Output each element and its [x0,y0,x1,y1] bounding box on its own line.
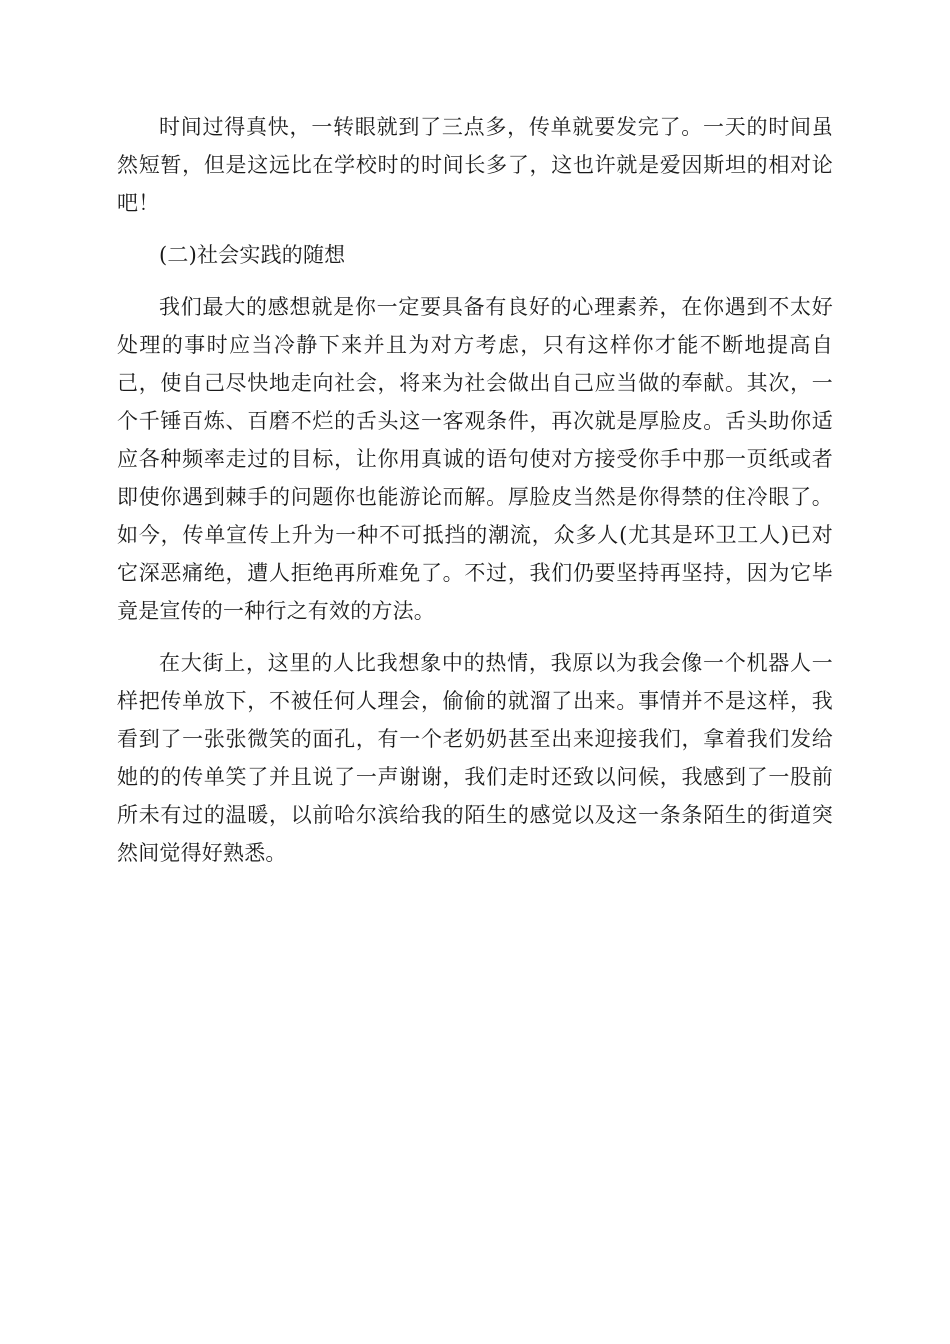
document-body [117,108,833,886]
paragraph-time-flies: 时间过得真快，一转眼就到了三点多，传单就要发完了。一天的时间虽然短暂，但是这远比在学校时的时间长多了，这也许就是爱因斯坦的相对论吧！ [117,115,833,215]
paragraph-main-thoughts: 我们最大的感想就是你一定要具备有良好的心理素养，在你遇到不太好处理的事时应当冷静下来并且为对方考虑，只有这样你才能不断地提高自己，使自己尽快地走向社会，将来为社会做出自己应当做的奉献。其次，一个千锤百炼、百磨不烂的舌头这一客观条件，再次就是厚脸皮。舌头助你适应各种频率走过的目标，让你用真诚的语句使对方接受你手中那一页纸或者即使你遇到棘手的问题你也能游论而解。厚脸皮当然是你得禁的住冷眼了。如今，传单宣传上升为一种不可抵挡的潮流，众多人(尤其是环卫工人)已对它深恶痛绝，遭人拒绝再所难免了。不过，我们仍要坚持再坚持，因为它毕竟是宣传的一种行之有效的方法。 [117,295,833,623]
section-heading-reflections: (二)社会实践的随想 [159,243,346,267]
paragraph-on-the-street: 在大街上，这里的人比我想象中的热情，我原以为我会像一个机器人一样把传单放下，不被任何人理会，偷偷的就溜了出来。事情并不是这样，我看到了一张张微笑的面孔，有一个老奶奶甚至出来迎接我们，拿着我们发给她的的传单笑了并且说了一声谢谢，我们走时还致以问候，我感到了一股前所未有过的温暖，以前哈尔滨给我的陌生的感觉以及这一条条陌生的街道突然间觉得好熟悉。 [117,651,833,865]
